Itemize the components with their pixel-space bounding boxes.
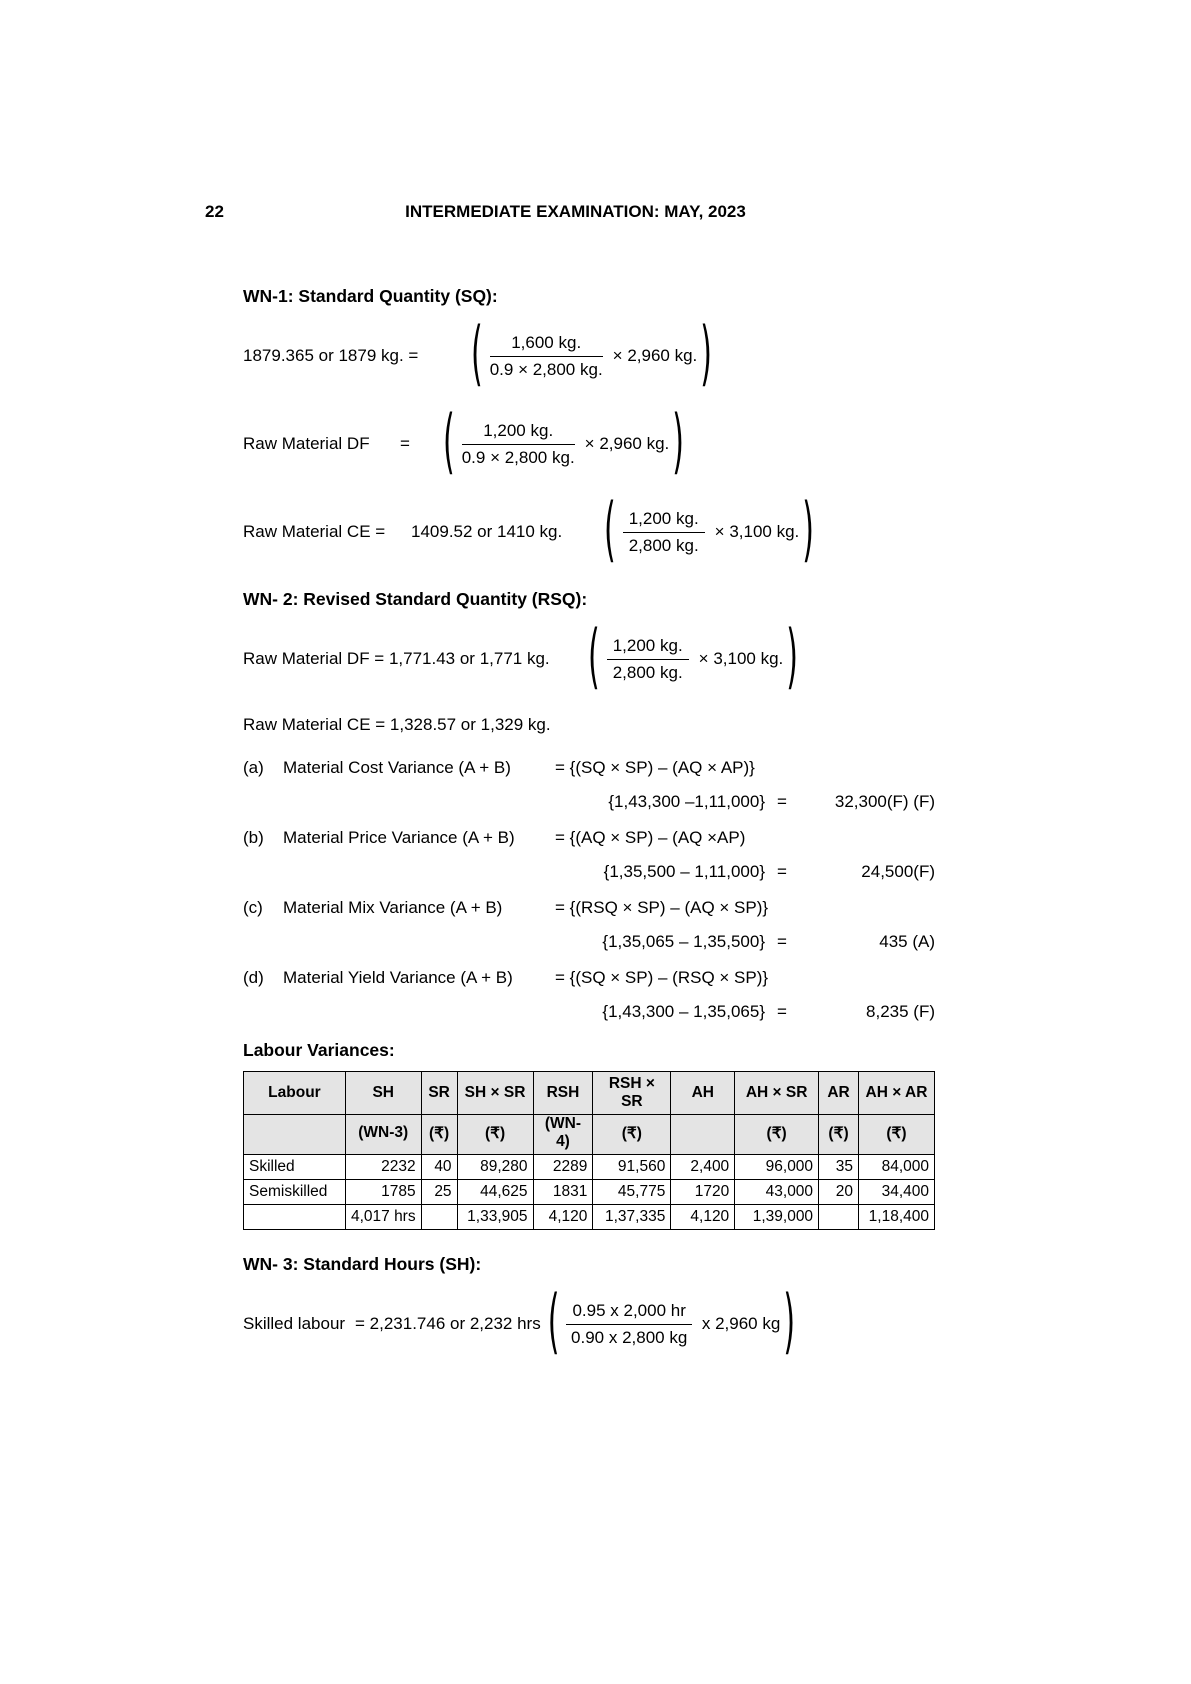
variance-letter: (d) [243, 968, 264, 987]
wn2-row1-label: Raw Material DF = 1,771.43 or 1,771 kg. [243, 649, 550, 668]
cell-ah-x-sr-total: 1,39,000 [735, 1205, 819, 1230]
variance-formula: = {(AQ × SP) – (AQ ×AP) [555, 828, 746, 847]
cell-rsh: 1831 [533, 1180, 593, 1205]
wn1-row3-label: Raw Material CE = [243, 522, 386, 541]
fraction-multiplier: x 2,960 kg [701, 1314, 781, 1333]
variance-name: Material Mix Variance (A + B) [283, 898, 503, 917]
wn1-row1-formula [468, 313, 715, 396]
cell-ah-x-ar-total: 1,18,400 [858, 1205, 934, 1230]
fraction [623, 509, 705, 556]
col-header-ah-x-sr: AH × SR [735, 1072, 819, 1115]
col-subheader-wn3: (WN-3) [345, 1115, 421, 1155]
variance-calc: {1,35,065 – 1,35,500} [602, 932, 765, 951]
cell-ah-x-sr: 43,000 [735, 1180, 819, 1205]
cell-sh: 2232 [345, 1155, 421, 1180]
cell-ar [819, 1205, 859, 1230]
variance-formula: = {(SQ × SP) – (RSQ × SP)} [555, 968, 769, 987]
fraction-multiplier: × 3,100 kg. [714, 522, 800, 541]
wn1-row2-label: Raw Material DF [243, 434, 370, 453]
wn3-row [243, 1281, 935, 1364]
cell-sr: 40 [421, 1155, 457, 1180]
wn1-title: WN-1: Standard Quantity (SQ): [243, 286, 498, 306]
variance-calc: {1,43,300 –1,11,000} [608, 792, 765, 811]
wn3-row-value: = 2,231.746 or 2,232 hrs [355, 1314, 541, 1333]
cell-sh-total: 4,017 hrs [345, 1205, 421, 1230]
cell-labour-type [244, 1205, 346, 1230]
variance-calc: {1,43,300 – 1,35,065} [602, 1002, 765, 1021]
table-header-row-1 [244, 1072, 935, 1115]
variance-letter: (b) [243, 828, 264, 847]
left-paren: ( [471, 313, 483, 396]
cell-ah-x-sr: 96,000 [735, 1155, 819, 1180]
table-row-skilled [244, 1155, 935, 1180]
fraction-numerator: 0.95 x 2,000 hr [566, 1301, 691, 1325]
left-paren: ( [443, 401, 455, 484]
fraction [490, 333, 603, 380]
wn2-row2 [243, 708, 935, 742]
fraction-denominator: 0.9 × 2,800 kg. [489, 359, 603, 379]
right-paren: ) [783, 1281, 796, 1364]
cell-labour-type: Semiskilled [244, 1180, 346, 1205]
fraction-numerator: 1,200 kg. [623, 509, 705, 533]
col-header-sr: SR [421, 1072, 457, 1115]
fraction [462, 421, 575, 468]
cell-sr: 25 [421, 1180, 457, 1205]
fraction-multiplier: × 2,960 kg. [612, 346, 698, 365]
col-subheader-rupee: (₹) [457, 1115, 533, 1155]
cell-ah-total: 4,120 [671, 1205, 735, 1230]
variance-d-computation [243, 1002, 935, 1022]
variance-formula: = {(RSQ × SP) – (AQ × SP)} [555, 898, 769, 917]
fraction [566, 1301, 691, 1348]
variance-calc: {1,35,500 – 1,11,000} [603, 862, 765, 881]
wn2-row1-formula [585, 616, 801, 699]
right-paren: ) [700, 313, 712, 396]
col-subheader-rupee: (₹) [593, 1115, 671, 1155]
right-paren: ) [672, 401, 684, 484]
fraction-multiplier: × 3,100 kg. [698, 649, 784, 668]
fraction-denominator: 0.9 × 2,800 kg. [461, 447, 575, 467]
wn2-title: WN- 2: Revised Standard Quantity (RSQ): [243, 589, 588, 609]
cell-ah-x-ar: 84,000 [858, 1155, 934, 1180]
col-subheader-rupee: (₹) [858, 1115, 934, 1155]
table-header-row-2 [244, 1115, 935, 1155]
col-subheader [244, 1115, 346, 1155]
equals-sign: = [777, 862, 787, 881]
variance-a-computation [243, 792, 935, 812]
page-header-title: INTERMEDIATE EXAMINATION: MAY, 2023 [405, 202, 746, 221]
cell-rsh-x-sr-total: 1,37,335 [593, 1205, 671, 1230]
col-subheader-rupee: (₹) [735, 1115, 819, 1155]
fraction-numerator: 1,600 kg. [490, 333, 603, 357]
col-subheader-rupee: (₹) [421, 1115, 457, 1155]
wn1-row3-value: 1409.52 or 1410 kg. [411, 522, 563, 541]
cell-ar: 35 [819, 1155, 859, 1180]
variance-result: 24,500(F) [861, 862, 935, 881]
wn1-row1-label: 1879.365 or 1879 kg. = [243, 346, 419, 365]
variance-c-definition [243, 898, 935, 918]
col-subheader [671, 1115, 735, 1155]
page-number: 22 [205, 202, 224, 221]
col-header-ah-x-ar: AH × AR [858, 1072, 934, 1115]
equals-sign: = [777, 792, 787, 811]
col-header-sh-x-sr: SH × SR [457, 1072, 533, 1115]
cell-labour-type: Skilled [244, 1155, 346, 1180]
variance-letter: (c) [243, 898, 263, 917]
cell-sh-x-sr: 44,625 [457, 1180, 533, 1205]
cell-ah-x-ar: 34,400 [858, 1180, 934, 1205]
variance-result: 32,300(F) (F) [834, 792, 935, 811]
variance-c-computation [243, 932, 935, 952]
fraction-denominator: 0.90 x 2,800 kg [571, 1327, 688, 1347]
left-paren: ( [588, 616, 600, 699]
variance-result: 435 (A) [879, 932, 935, 951]
fraction-numerator: 1,200 kg. [607, 636, 689, 660]
equals-sign: = [400, 434, 410, 453]
cell-sh-x-sr-total: 1,33,905 [457, 1205, 533, 1230]
labour-variances-title: Labour Variances: [243, 1040, 395, 1060]
variance-name: Material Cost Variance (A + B) [283, 758, 511, 777]
right-paren: ) [786, 616, 798, 699]
variance-name: Material Price Variance (A + B) [283, 828, 515, 847]
fraction-multiplier: × 2,960 kg. [584, 434, 670, 453]
cell-ar: 20 [819, 1180, 859, 1205]
col-subheader-rupee: (₹) [819, 1115, 859, 1155]
wn3-title: WN- 3: Standard Hours (SH): [243, 1254, 482, 1274]
variance-d-definition [243, 968, 935, 988]
cell-rsh-x-sr: 45,775 [593, 1180, 671, 1205]
cell-ah: 1720 [671, 1180, 735, 1205]
cell-rsh: 2289 [533, 1155, 593, 1180]
variance-letter: (a) [243, 758, 264, 777]
col-header-sh: SH [345, 1072, 421, 1115]
wn1-row2-formula [440, 401, 687, 484]
variance-b-definition [243, 828, 935, 848]
wn3-row-formula [545, 1281, 798, 1364]
fraction-denominator: 2,800 kg. [612, 662, 683, 682]
cell-sh: 1785 [345, 1180, 421, 1205]
variance-a-definition [243, 758, 935, 778]
col-header-ar: AR [819, 1072, 859, 1115]
fraction-denominator: 2,800 kg. [628, 535, 699, 555]
wn1-row1 [243, 313, 935, 396]
table-row-semiskilled [244, 1180, 935, 1205]
page-content [243, 268, 935, 1373]
variance-name: Material Yield Variance (A + B) [283, 968, 513, 987]
cell-sh-x-sr: 89,280 [457, 1155, 533, 1180]
col-header-labour: Labour [244, 1072, 346, 1115]
fraction [607, 636, 689, 683]
col-subheader-wn4: (WN-4) [533, 1115, 593, 1155]
equals-sign: = [777, 1002, 787, 1021]
equals-sign: = [777, 932, 787, 951]
wn1-row3 [243, 489, 935, 572]
col-header-rsh: RSH [533, 1072, 593, 1115]
variance-formula: = {(SQ × SP) – (AQ × AP)} [555, 758, 755, 777]
fraction-numerator: 1,200 kg. [462, 421, 575, 445]
wn1-row3-formula [601, 489, 817, 572]
variance-result: 8,235 (F) [866, 1002, 935, 1021]
cell-rsh-x-sr: 91,560 [593, 1155, 671, 1180]
variance-b-computation [243, 862, 935, 882]
col-header-rsh-x-sr: RSH × SR [593, 1072, 671, 1115]
left-paren: ( [547, 1281, 560, 1364]
wn2-row2-label: Raw Material CE = 1,328.57 or 1,329 kg. [243, 715, 551, 734]
col-header-ah: AH [671, 1072, 735, 1115]
cell-rsh-total: 4,120 [533, 1205, 593, 1230]
right-paren: ) [802, 489, 814, 572]
wn1-row2 [243, 401, 935, 484]
cell-sr [421, 1205, 457, 1230]
wn2-row1 [243, 616, 935, 699]
cell-ah: 2,400 [671, 1155, 735, 1180]
wn3-row-label: Skilled labour [243, 1314, 346, 1333]
labour-variances-table [243, 1071, 935, 1230]
table-row-total [244, 1205, 935, 1230]
left-paren: ( [604, 489, 616, 572]
